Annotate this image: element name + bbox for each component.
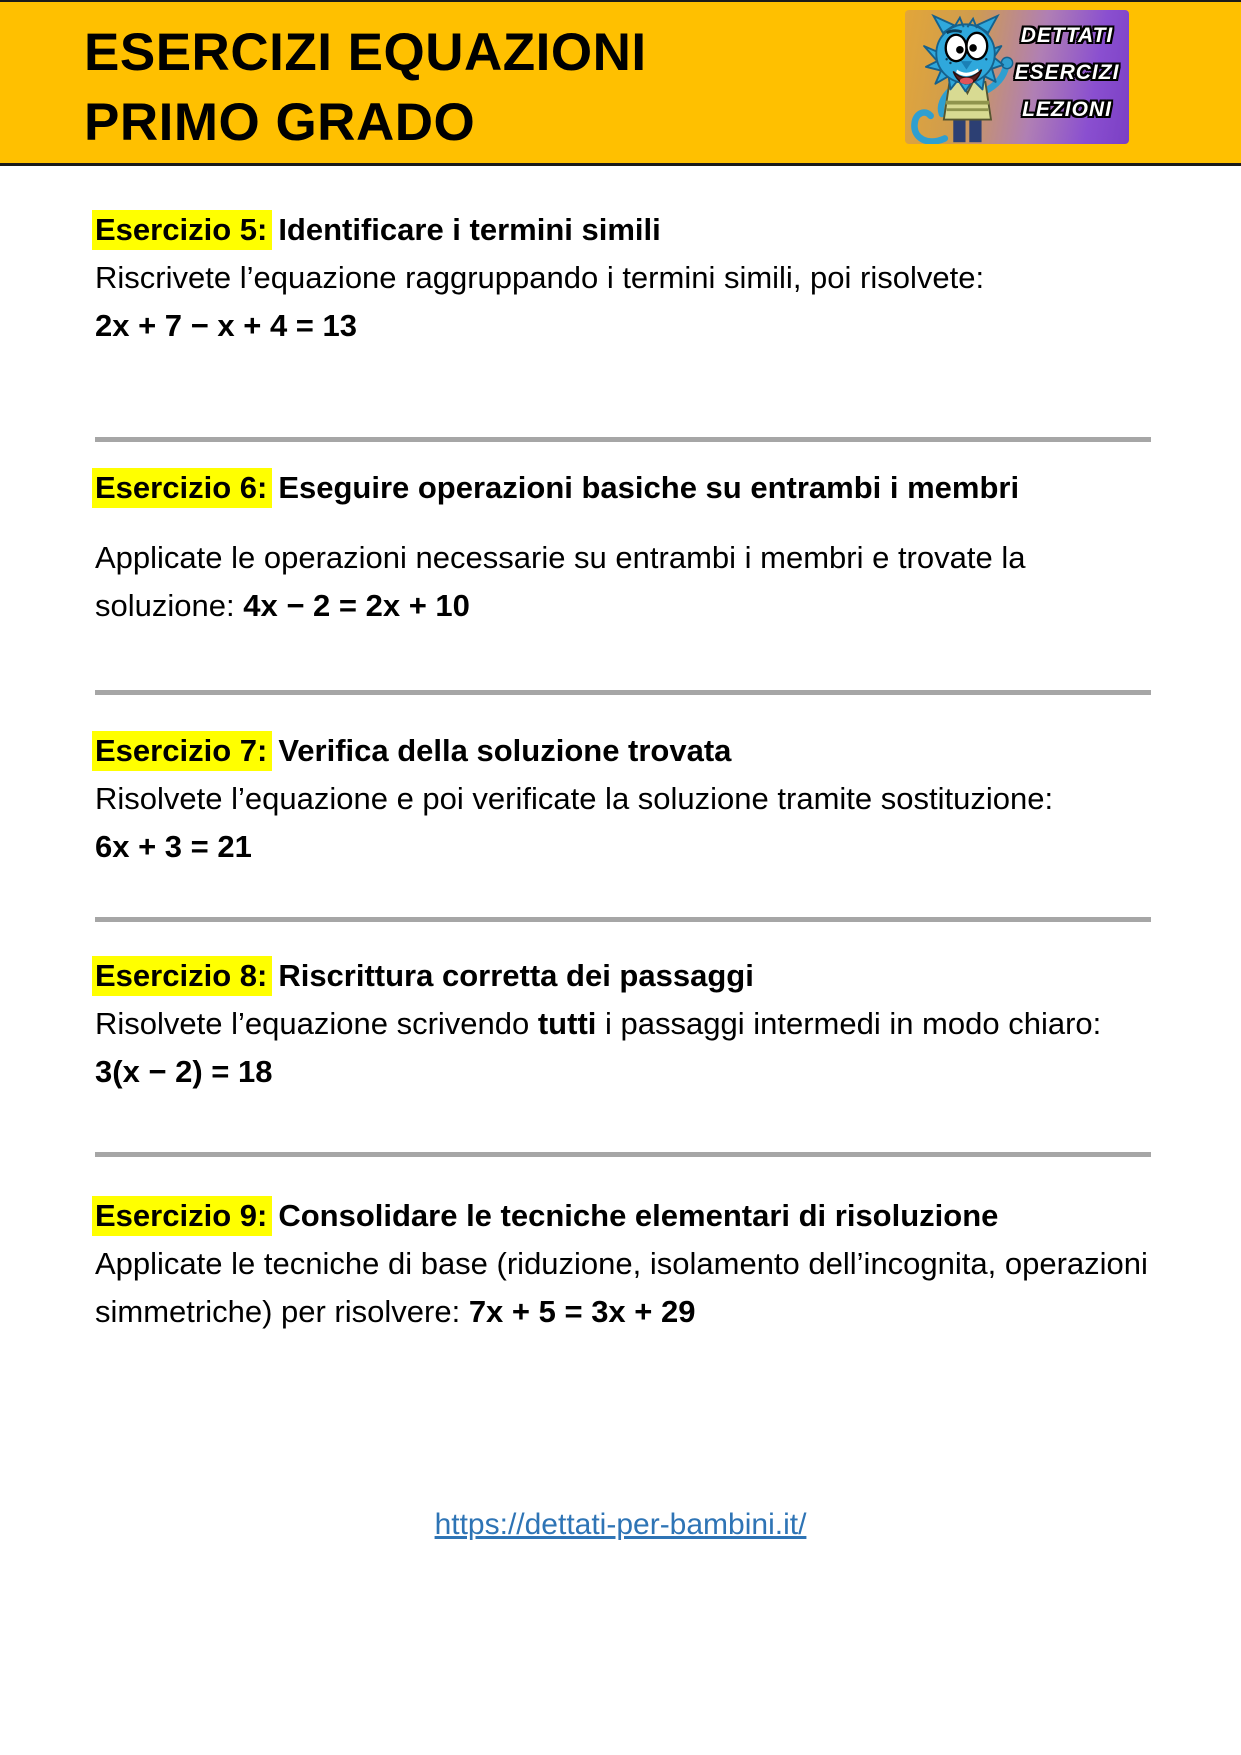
section-divider — [95, 437, 1151, 442]
page-footer — [0, 1508, 1241, 1542]
exercise-body — [95, 254, 1151, 350]
body-text: Applicate le tecniche di base (riduzione, isolamento dell’incognita, operazioni simmetriche) per risolvere: — [95, 1246, 1148, 1329]
body-text: Risolvete l’equazione e poi verificate la soluzione tramite sostituzione: — [95, 781, 1054, 816]
section-divider — [95, 1152, 1151, 1157]
equation-text: 7x + 5 = 3x + 29 — [468, 1294, 696, 1329]
body-text: tutti — [537, 1006, 597, 1041]
exercise-heading — [95, 206, 1151, 254]
logo-word-lezioni: LEZIONI — [1022, 98, 1112, 121]
exercise-label: Esercizio 7: — [92, 731, 272, 771]
page-header — [0, 0, 1241, 166]
exercise-block — [95, 464, 1151, 630]
body-text: Riscrivete l’equazione raggruppando i termini simili, poi risolvete: — [95, 260, 985, 295]
exercise-body — [95, 775, 1151, 871]
exercise-title: Verifica della soluzione trovata — [278, 733, 732, 768]
exercise-label: Esercizio 5: — [92, 210, 272, 250]
body-text: i passaggi intermedi in modo chiaro: — [596, 1006, 1102, 1041]
exercise-body — [95, 1000, 1151, 1096]
exercise-body — [95, 1240, 1151, 1336]
cat-mascot-icon — [907, 14, 1025, 144]
logo-word-dettati: DETTATI — [1020, 24, 1114, 47]
exercise-title: Consolidare le tecniche elementari di risoluzione — [278, 1198, 999, 1233]
logo-word-esercizi: ESERCIZI — [1014, 61, 1120, 84]
exercise-block — [95, 206, 1151, 350]
exercise-body — [95, 534, 1151, 630]
equation-text: 2x + 7 − x + 4 = 13 — [95, 308, 358, 343]
body-text: Applicate le operazioni necessarie su entrambi i membri e trovate la soluzione: — [95, 540, 1026, 623]
exercise-title: Riscrittura corretta dei passaggi — [278, 958, 754, 993]
site-logo — [905, 10, 1129, 144]
section-divider — [95, 917, 1151, 922]
exercise-list — [0, 166, 1241, 1336]
exercise-block — [95, 952, 1151, 1096]
page-title-line2: PRIMO GRADO — [84, 93, 476, 152]
exercise-heading — [95, 464, 1151, 512]
equation-text: 3(x − 2) = 18 — [95, 1054, 273, 1089]
footer-link[interactable]: https://dettati-per-bambini.it/ — [434, 1508, 807, 1541]
exercise-block — [95, 727, 1151, 871]
section-divider — [95, 690, 1151, 695]
exercise-label: Esercizio 6: — [92, 468, 272, 508]
exercise-label: Esercizio 8: — [92, 956, 272, 996]
exercise-block — [95, 1192, 1151, 1336]
exercise-label: Esercizio 9: — [92, 1196, 272, 1236]
exercise-title: Identificare i termini simili — [278, 212, 661, 247]
exercise-title: Eseguire operazioni basiche su entrambi i membri — [278, 470, 1020, 505]
exercise-heading — [95, 727, 1151, 775]
exercise-heading — [95, 1192, 1151, 1240]
page-title-line1: ESERCIZI EQUAZIONI — [84, 23, 647, 82]
body-text: Risolvete l’equazione scrivendo — [95, 1006, 538, 1041]
equation-text: 6x + 3 = 21 — [95, 829, 252, 864]
exercise-heading — [95, 952, 1151, 1000]
logo-wordmark — [1011, 24, 1123, 122]
equation-text: 4x − 2 = 2x + 10 — [243, 588, 470, 623]
